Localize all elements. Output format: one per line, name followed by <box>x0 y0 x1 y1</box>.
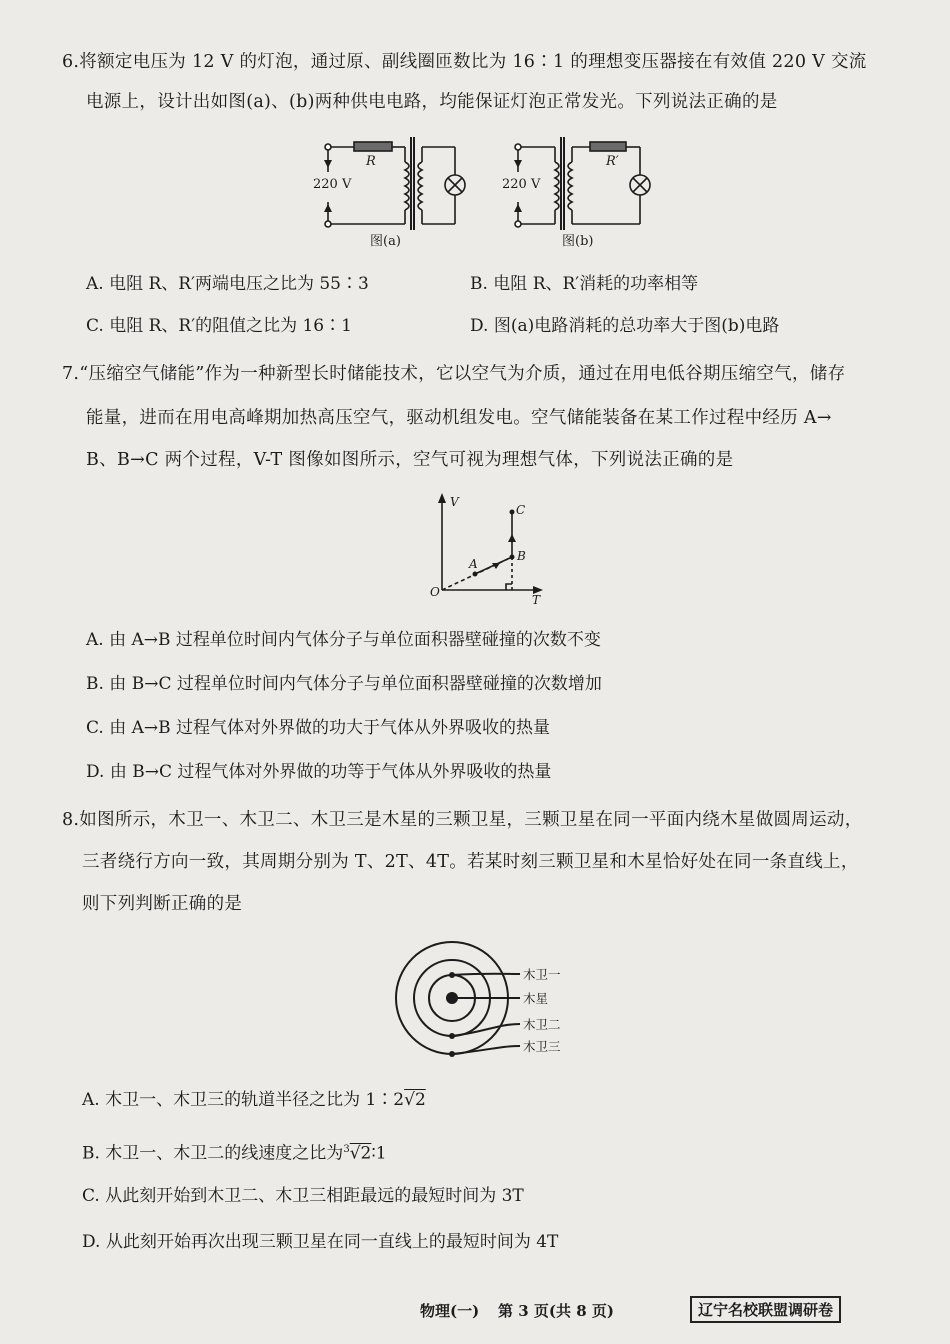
q8-option-b-text: B. 木卫一、木卫二的线速度之比为 <box>82 1143 344 1164</box>
label-jupiter: 木星 <box>523 991 549 1006</box>
footer-brand-box: 辽宁名校联盟调研卷 <box>690 1296 841 1323</box>
q8-stem-line1: 8.如图所示，木卫一、木卫二、木卫三是木星的三颗卫星，三颗卫星在同一平面内绕木星做圆周运动， <box>62 810 863 830</box>
q7-option-d: D. 由 B→C 过程气体对外界做的功等于气体从外界吸收的热量 <box>86 762 552 782</box>
q8-orbit-figure <box>390 940 590 1065</box>
q7-stem-line2: 能量，进而在用电高峰期加热高压空气，驱动机组发电。空气储能装备在某工作过程中经历 A→ <box>86 408 832 428</box>
q8-option-b-suffix: ∶1 <box>371 1143 387 1164</box>
q7-option-a: A. 由 A→B 过程单位时间内气体分子与单位面积器壁碰撞的次数不变 <box>86 630 601 650</box>
q8-option-b-root: √2 <box>349 1143 372 1164</box>
graph-y-axis-label: V <box>450 495 459 509</box>
label-io: 木卫一 <box>523 967 561 982</box>
q8-option-a-text: A. 木卫一、木卫三的轨道半径之比为 1∶2 <box>82 1090 405 1110</box>
fig-a-voltage: 220 V <box>313 177 352 192</box>
fig-b-resistor-label: R′ <box>606 154 619 169</box>
q6-option-c: C. 电阻 R、R′的阻值之比为 16∶1 <box>86 316 352 336</box>
label-ganymede: 木卫三 <box>523 1039 561 1054</box>
label-europa: 木卫二 <box>523 1017 561 1032</box>
footer-page-number: 第 3 页(共 8 页) <box>498 1302 614 1320</box>
q8-option-d: D. 从此刻开始再次出现三颗卫星在同一直线上的最短时间为 4T <box>82 1232 559 1252</box>
graph-point-c-label: C <box>516 503 526 517</box>
q8-stem-line2: 三者绕行方向一致，其周期分别为 T、2T、4T。若某时刻三颗卫星和木星恰好处在同一条直线上， <box>82 852 859 872</box>
q6-option-d: D. 图(a)电路消耗的总功率大于图(b)电路 <box>470 316 780 336</box>
q7-stem-line1: 7.“压缩空气储能”作为一种新型长时储能技术，它以空气为介质，通过在用电低谷期压缩空气，储存 <box>62 364 846 384</box>
q6-stem-line2: 电源上，设计出如图(a)、(b)两种供电电路，均能保证灯泡正常发光。下列说法正确的是 <box>86 92 778 112</box>
q7-stem-line3: B、B→C 两个过程，V-T 图像如图所示，空气可视为理想气体，下列说法正确的是 <box>86 450 734 470</box>
q8-stem-line3: 则下列判断正确的是 <box>82 894 243 914</box>
q8-option-c: C. 从此刻开始到木卫二、木卫三相距最远的最短时间为 3T <box>82 1186 524 1206</box>
fig-b-caption: 图(b) <box>562 234 594 249</box>
q8-option-a <box>82 1088 426 1112</box>
fig-a-caption: 图(a) <box>370 234 401 249</box>
q6-option-b: B. 电阻 R、R′消耗的功率相等 <box>470 274 699 294</box>
fig-b-voltage: 220 V <box>502 177 541 192</box>
graph-point-b-label: B <box>517 549 526 563</box>
graph-origin-label: O <box>430 585 440 599</box>
q6-option-a: A. 电阻 R、R′两端电压之比为 55∶3 <box>86 274 369 294</box>
q8-option-b-root-index: 3 <box>343 1144 350 1155</box>
graph-point-a-label: A <box>469 557 478 571</box>
footer-subject: 物理(一) <box>420 1302 480 1320</box>
q7-vt-graph <box>420 490 550 605</box>
q6-circuit-figure <box>310 132 660 252</box>
q8-option-b <box>82 1138 387 1166</box>
q7-option-c: C. 由 A→B 过程气体对外界做的功大于气体从外界吸收的热量 <box>86 718 551 738</box>
q7-option-b: B. 由 B→C 过程单位时间内气体分子与单位面积器壁碰撞的次数增加 <box>86 674 602 694</box>
q8-option-a-root: √2 <box>404 1090 426 1110</box>
graph-x-axis-label: T <box>532 593 541 605</box>
fig-a-resistor-label: R <box>366 154 376 169</box>
q6-stem-line1: 6.将额定电压为 12 V 的灯泡，通过原、副线圈匝数比为 16∶1 的理想变压器接在有效值 220 V 交流 <box>62 52 867 72</box>
